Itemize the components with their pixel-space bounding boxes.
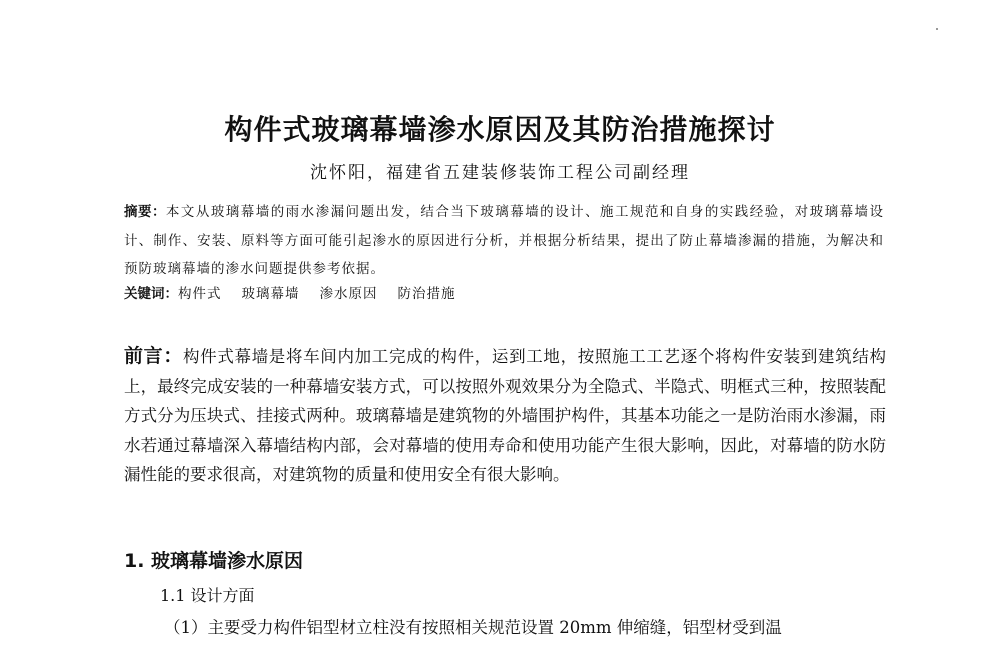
abstract-label: 摘要： <box>124 204 166 220</box>
keyword: 防治措施 <box>397 286 456 302</box>
preface-label: 前言： <box>124 345 183 367</box>
abstract <box>124 198 884 284</box>
subsection-heading: 1.1 设计方面 <box>160 586 255 605</box>
abstract-text: 本文从玻璃幕墙的雨水渗漏问题出发，结合当下玻璃幕墙的设计、施工规范和自身的实践经验，对玻璃幕墙设计、制作、安装、原料等方面可能引起渗水的原因进行分析，并根据分析结果，提出了防止幕墙渗漏的措施，为解决和预防玻璃幕墙的渗水问题提供参考依据。 <box>124 204 885 277</box>
preface-text: 构件式幕墙是将车间内加工完成的构件，运到工地，按照施工工艺逐个将构件安装到建筑结构上，最终完成安装的一种幕墙安装方式，可以按照外观效果分为全隐式、半隐式、明框式三种，按照装配方式分为压块式、挂接式两种。玻璃幕墙是建筑物的外墙围护构件，其基本功能之一是防治雨水渗漏，雨水若通过幕墙深入幕墙结构内部，会对幕墙的使用寿命和使用功能产生很大影响，因此，对幕墙的防水防漏性能的要求很高，对建筑物的质量和使用安全有很大影响。 <box>124 347 886 484</box>
keyword: 构件式 <box>178 286 222 302</box>
keywords-label: 关键词： <box>124 286 178 302</box>
body-paragraph: （1）主要受力构件铝型材立柱没有按照相关规范设置 20mm 伸缩缝，铝型材受到温 <box>164 618 782 637</box>
author-line: 沈怀阳，福建省五建装修装饰工程公司副经理 <box>310 163 690 183</box>
keyword: 渗水原因 <box>319 286 378 302</box>
paper-title: 构件式玻璃幕墙渗水原因及其防治措施探讨 <box>224 113 776 146</box>
keywords <box>124 283 884 305</box>
scan-speck <box>936 28 938 30</box>
keyword: 玻璃幕墙 <box>241 286 300 302</box>
preface-paragraph <box>124 342 886 490</box>
section-heading: 1. 玻璃幕墙渗水原因 <box>124 550 304 572</box>
